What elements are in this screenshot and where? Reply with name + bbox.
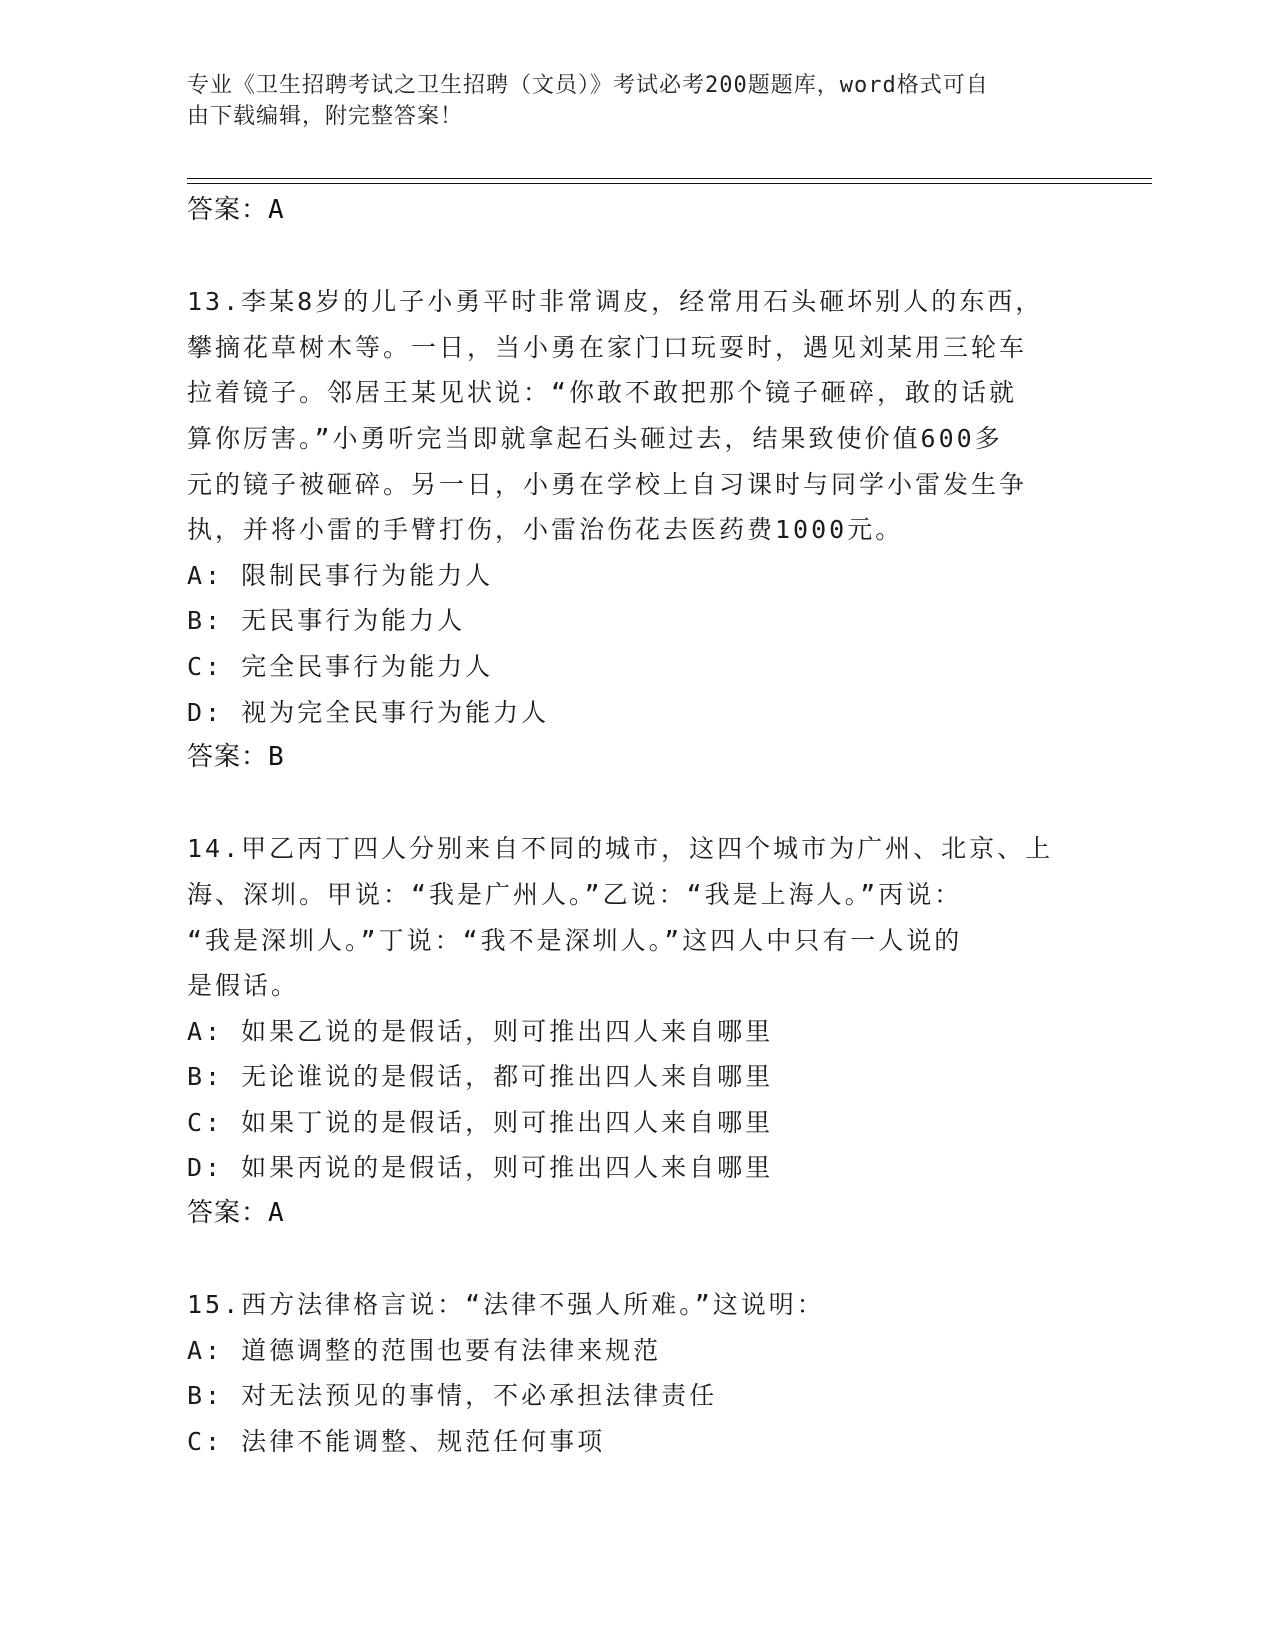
header-line-1: 专业《卫生招聘考试之卫生招聘（文员）》考试必考200题题库，word格式可自 <box>187 73 989 98</box>
spacer <box>187 1237 1087 1283</box>
header-line-2: 由下载编辑，附完整答案！ <box>187 104 464 129</box>
option-b: B: 无论谁说的是假话，都可推出四人来自哪里 <box>187 1062 774 1092</box>
question-13 <box>187 279 1087 781</box>
question-text-line: 执，并将小雷的手臂打伤，小雷治伤花去医药费1000元。 <box>187 515 904 545</box>
question-text-line: 14.甲乙丙丁四人分别来自不同的城市，这四个城市为广州、北京、上 <box>187 834 1054 864</box>
spacer <box>187 781 1087 827</box>
header-rule-bottom <box>187 183 1152 184</box>
question-text-line: 15.西方法律格言说：“法律不强人所难。”这说明： <box>187 1290 825 1320</box>
option-c: C: 如果丁说的是假话，则可推出四人来自哪里 <box>187 1107 774 1137</box>
question-15 <box>187 1282 1087 1464</box>
question-text-line: 13.李某8岁的儿子小勇平时非常调皮，经常用石头砸坏别人的东西， <box>187 287 1044 317</box>
question-text-line: 海、深圳。甲说：“我是广州人。”乙说：“我是上海人。”丙说： <box>187 879 963 909</box>
option-a: A: 如果乙说的是假话，则可推出四人来自哪里 <box>187 1016 774 1046</box>
question-text-line: 元的镜子被砸碎。另一日，小勇在学校上自习课时与同学小雷发生争 <box>187 469 1028 499</box>
option-b: B: 对无法预见的事情，不必承担法律责任 <box>187 1381 718 1411</box>
question-14 <box>187 826 1087 1236</box>
question-text-line: 算你厉害。”小勇听完当即就拿起石头砸过去，结果致使价值600多 <box>187 423 1003 453</box>
spacer <box>187 234 1087 280</box>
option-c: C: 法律不能调整、规范任何事项 <box>187 1427 606 1457</box>
question-text-line: 攀摘花草树木等。一日，当小勇在家门口玩耍时，遇见刘某用三轮车 <box>187 332 1028 362</box>
option-a: A: 道德调整的范围也要有法律来规范 <box>187 1335 662 1365</box>
option-d: D: 视为完全民事行为能力人 <box>187 697 550 727</box>
document-header <box>187 70 1067 132</box>
answer-14: 答案：A <box>187 1198 285 1229</box>
question-text-line: “我是深圳人。”丁说：“我不是深圳人。”这四人中只有一人说的 <box>187 925 963 955</box>
document-body <box>187 188 1087 1465</box>
header-rule-top <box>187 178 1152 179</box>
option-a: A: 限制民事行为能力人 <box>187 560 494 590</box>
option-d: D: 如果丙说的是假话，则可推出四人来自哪里 <box>187 1153 774 1183</box>
answer-13: 答案：B <box>187 742 285 773</box>
question-text-line: 拉着镜子。邻居王某见状说：“你敢不敢把那个镜子砸碎，敢的话就 <box>187 378 1018 408</box>
option-b: B: 无民事行为能力人 <box>187 606 466 636</box>
answer-previous: 答案：A <box>187 195 285 225</box>
question-text-line: 是假话。 <box>187 971 300 1001</box>
option-c: C: 完全民事行为能力人 <box>187 651 494 681</box>
